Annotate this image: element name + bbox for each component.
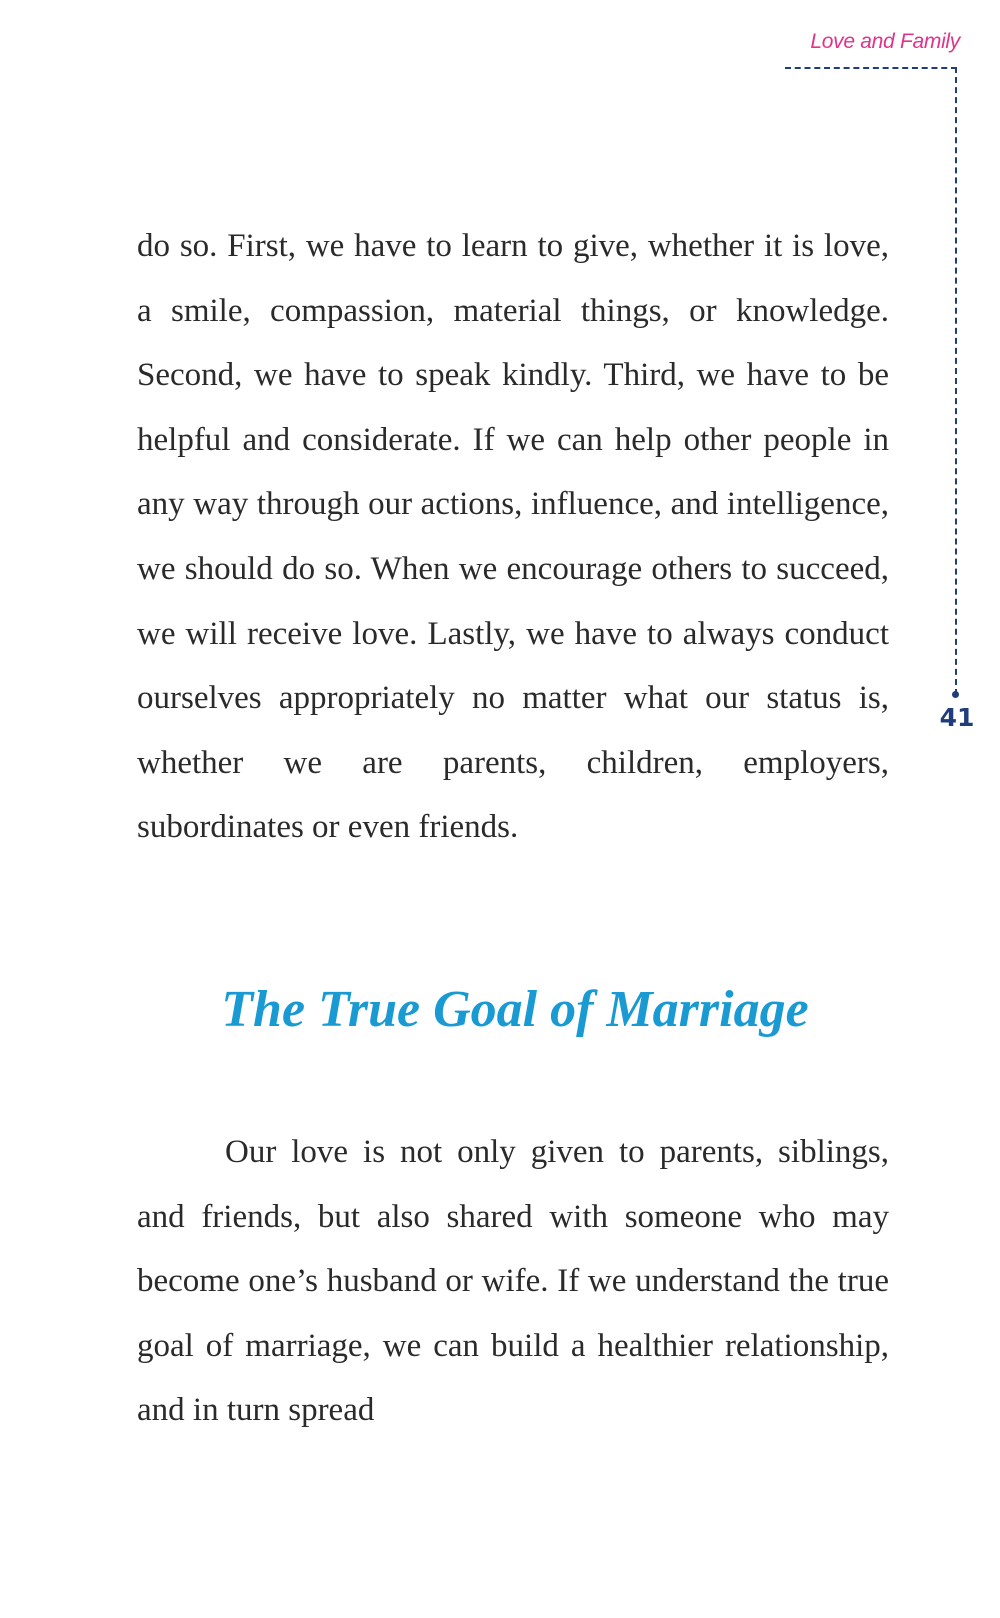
dashed-rule-vertical [955,67,957,695]
dashed-rule-horizontal [785,67,957,69]
running-head-section-title: Love and Family [810,30,960,53]
page-number: 41 [939,703,975,732]
body-paragraph-2: Our love is not only given to parents, siblings, and friends, but also shared with someone who may become one’s husband or wife. If we understand the true goal of marriage, we can build a healthier relationship, and in turn spread [137,1134,889,1429]
body-paragraph-1: do so. First, we have to learn to give, whether it is love, a smile, compassion, material things, or knowledge. Second, we have to speak kindly. Third, we have to be helpful and considerate. If we can help other people in any way through our actions, influence, and intelligence, we should do so. When we encourage others to succeed, we will receive love. Lastly, we have to always conduct ourselves appropriately no matter what our status is, whether we are parents, children, employers, subordinates or even friends. [137,228,889,846]
page-marker-dot [952,691,959,698]
section-heading: The True Goal of Marriage [221,981,809,1038]
